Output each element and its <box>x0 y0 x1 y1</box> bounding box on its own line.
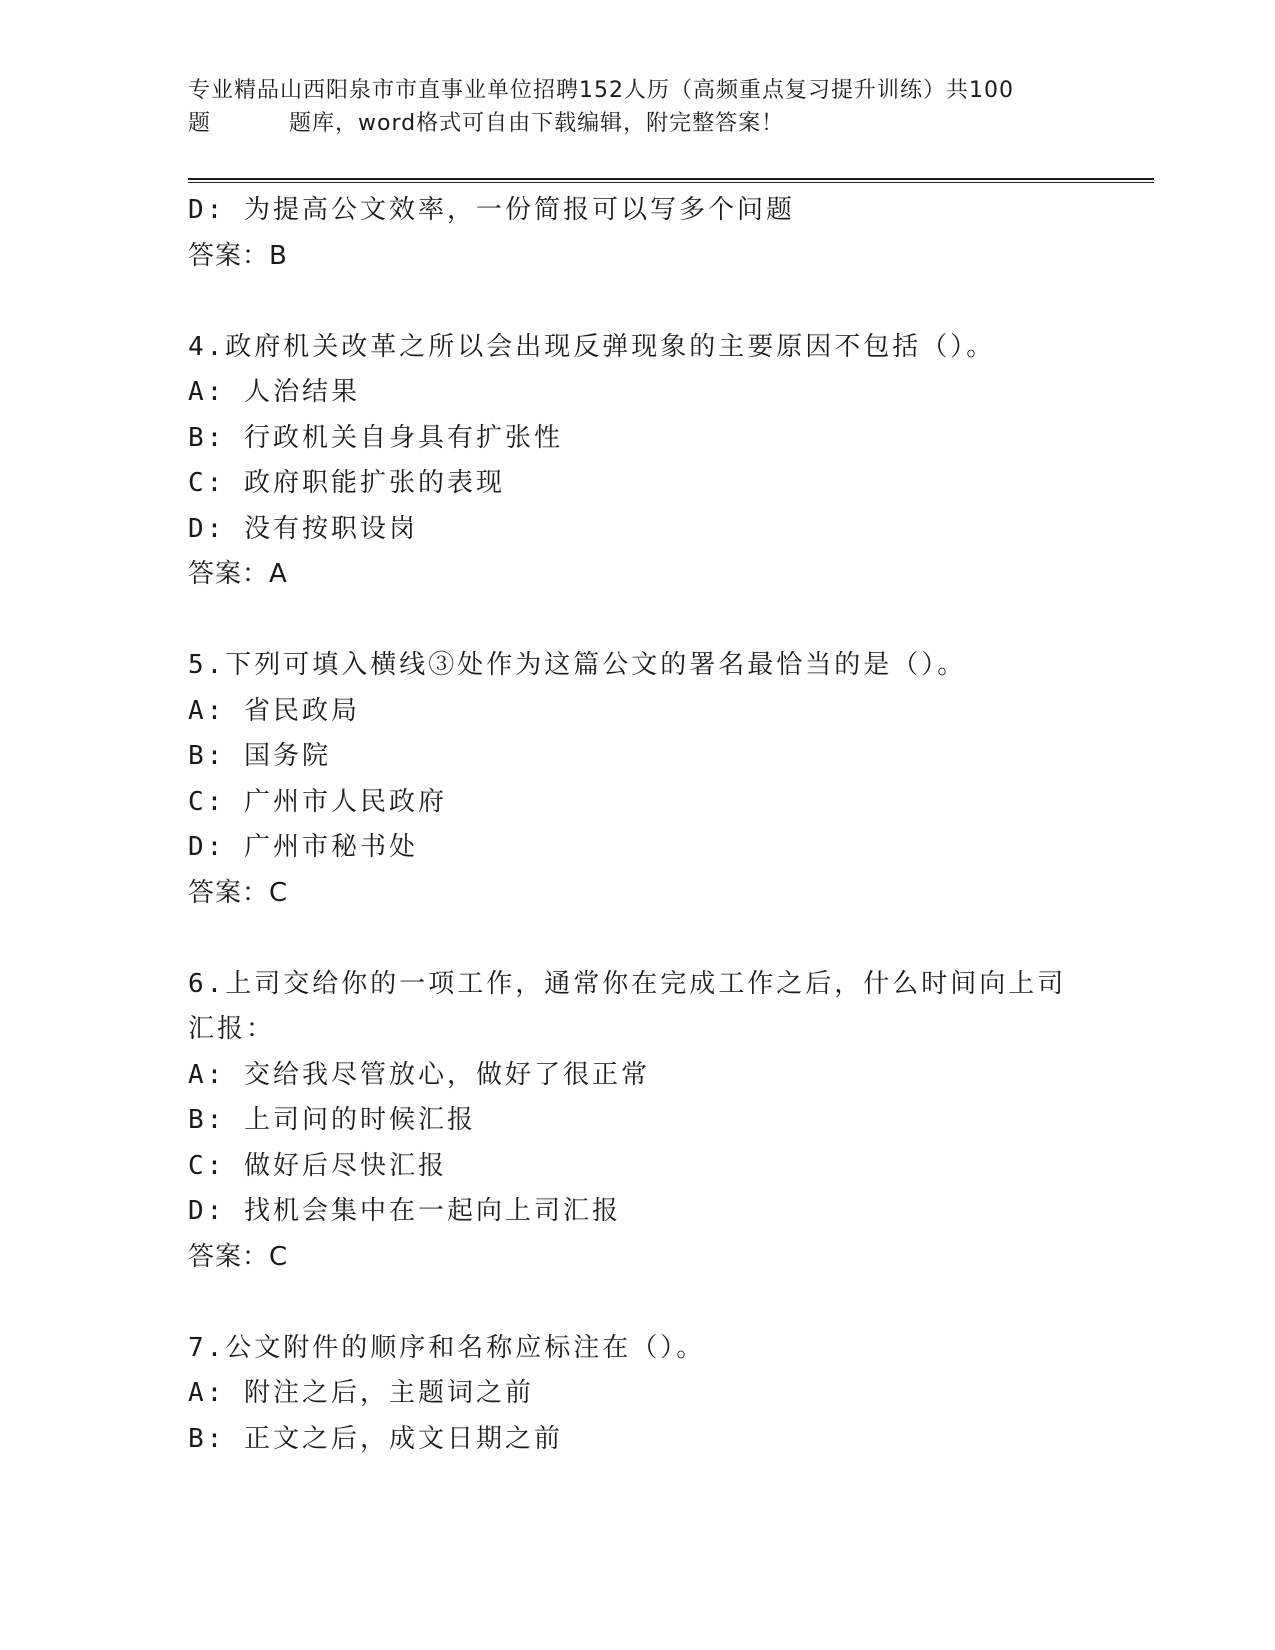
header-line-2 <box>188 107 1088 140</box>
answer-line: 答案：B <box>188 240 288 271</box>
option-line: A: 交给我尽管放心，做好了很正常 <box>188 1059 650 1090</box>
question-line: 5.下列可填入横线③处作为这篇公文的署名最恰当的是（）。 <box>188 650 967 680</box>
document-body <box>188 188 1088 1462</box>
option-line: C: 做好后尽快汇报 <box>188 1150 447 1181</box>
option-line: B: 国务院 <box>188 741 331 771</box>
option-line: A: 人治结果 <box>188 377 360 407</box>
page-header <box>188 74 1088 140</box>
header-line-1: 专业精品山西阳泉市市直事业单位招聘152人历（高频重点复习提升训练）共100 <box>188 78 1014 103</box>
header-rule-thick <box>188 178 1154 180</box>
header-rule-thin <box>188 182 1154 183</box>
option-line: D: 没有按职设岗 <box>188 513 418 544</box>
option-line: B: 上司问的时候汇报 <box>188 1105 476 1135</box>
header-line-2-start: 题 <box>188 111 212 136</box>
option-line: D: 为提高公文效率，一份简报可以写多个问题 <box>188 195 795 225</box>
option-line: D: 广州市秘书处 <box>188 832 418 862</box>
question-line: 4.政府机关改革之所以会出现反弹现象的主要原因不包括（）。 <box>188 331 996 362</box>
question-line: 6.上司交给你的一项工作，通常你在完成工作之后，什么时间向上司 <box>188 968 1067 999</box>
answer-line: 答案：C <box>188 877 289 908</box>
option-line: A: 附注之后，主题词之前 <box>188 1378 534 1408</box>
option-line: C: 政府职能扩张的表现 <box>188 468 505 498</box>
question-line: 7.公文附件的顺序和名称应标注在（）。 <box>188 1332 706 1363</box>
option-line: B: 行政机关自身具有扩张性 <box>188 422 563 453</box>
answer-line: 答案：C <box>188 1241 289 1272</box>
answer-line: 答案：A <box>188 559 288 589</box>
option-line: C: 广州市人民政府 <box>188 786 447 817</box>
question-line-continued: 汇报： <box>188 1014 276 1044</box>
option-line: A: 省民政局 <box>188 695 360 726</box>
option-line: D: 找机会集中在一起向上司汇报 <box>188 1196 621 1226</box>
option-line: B: 正文之后，成文日期之前 <box>188 1423 563 1454</box>
header-line-2-rest: 题库，word格式可自由下载编辑，附完整答案！ <box>289 111 785 136</box>
